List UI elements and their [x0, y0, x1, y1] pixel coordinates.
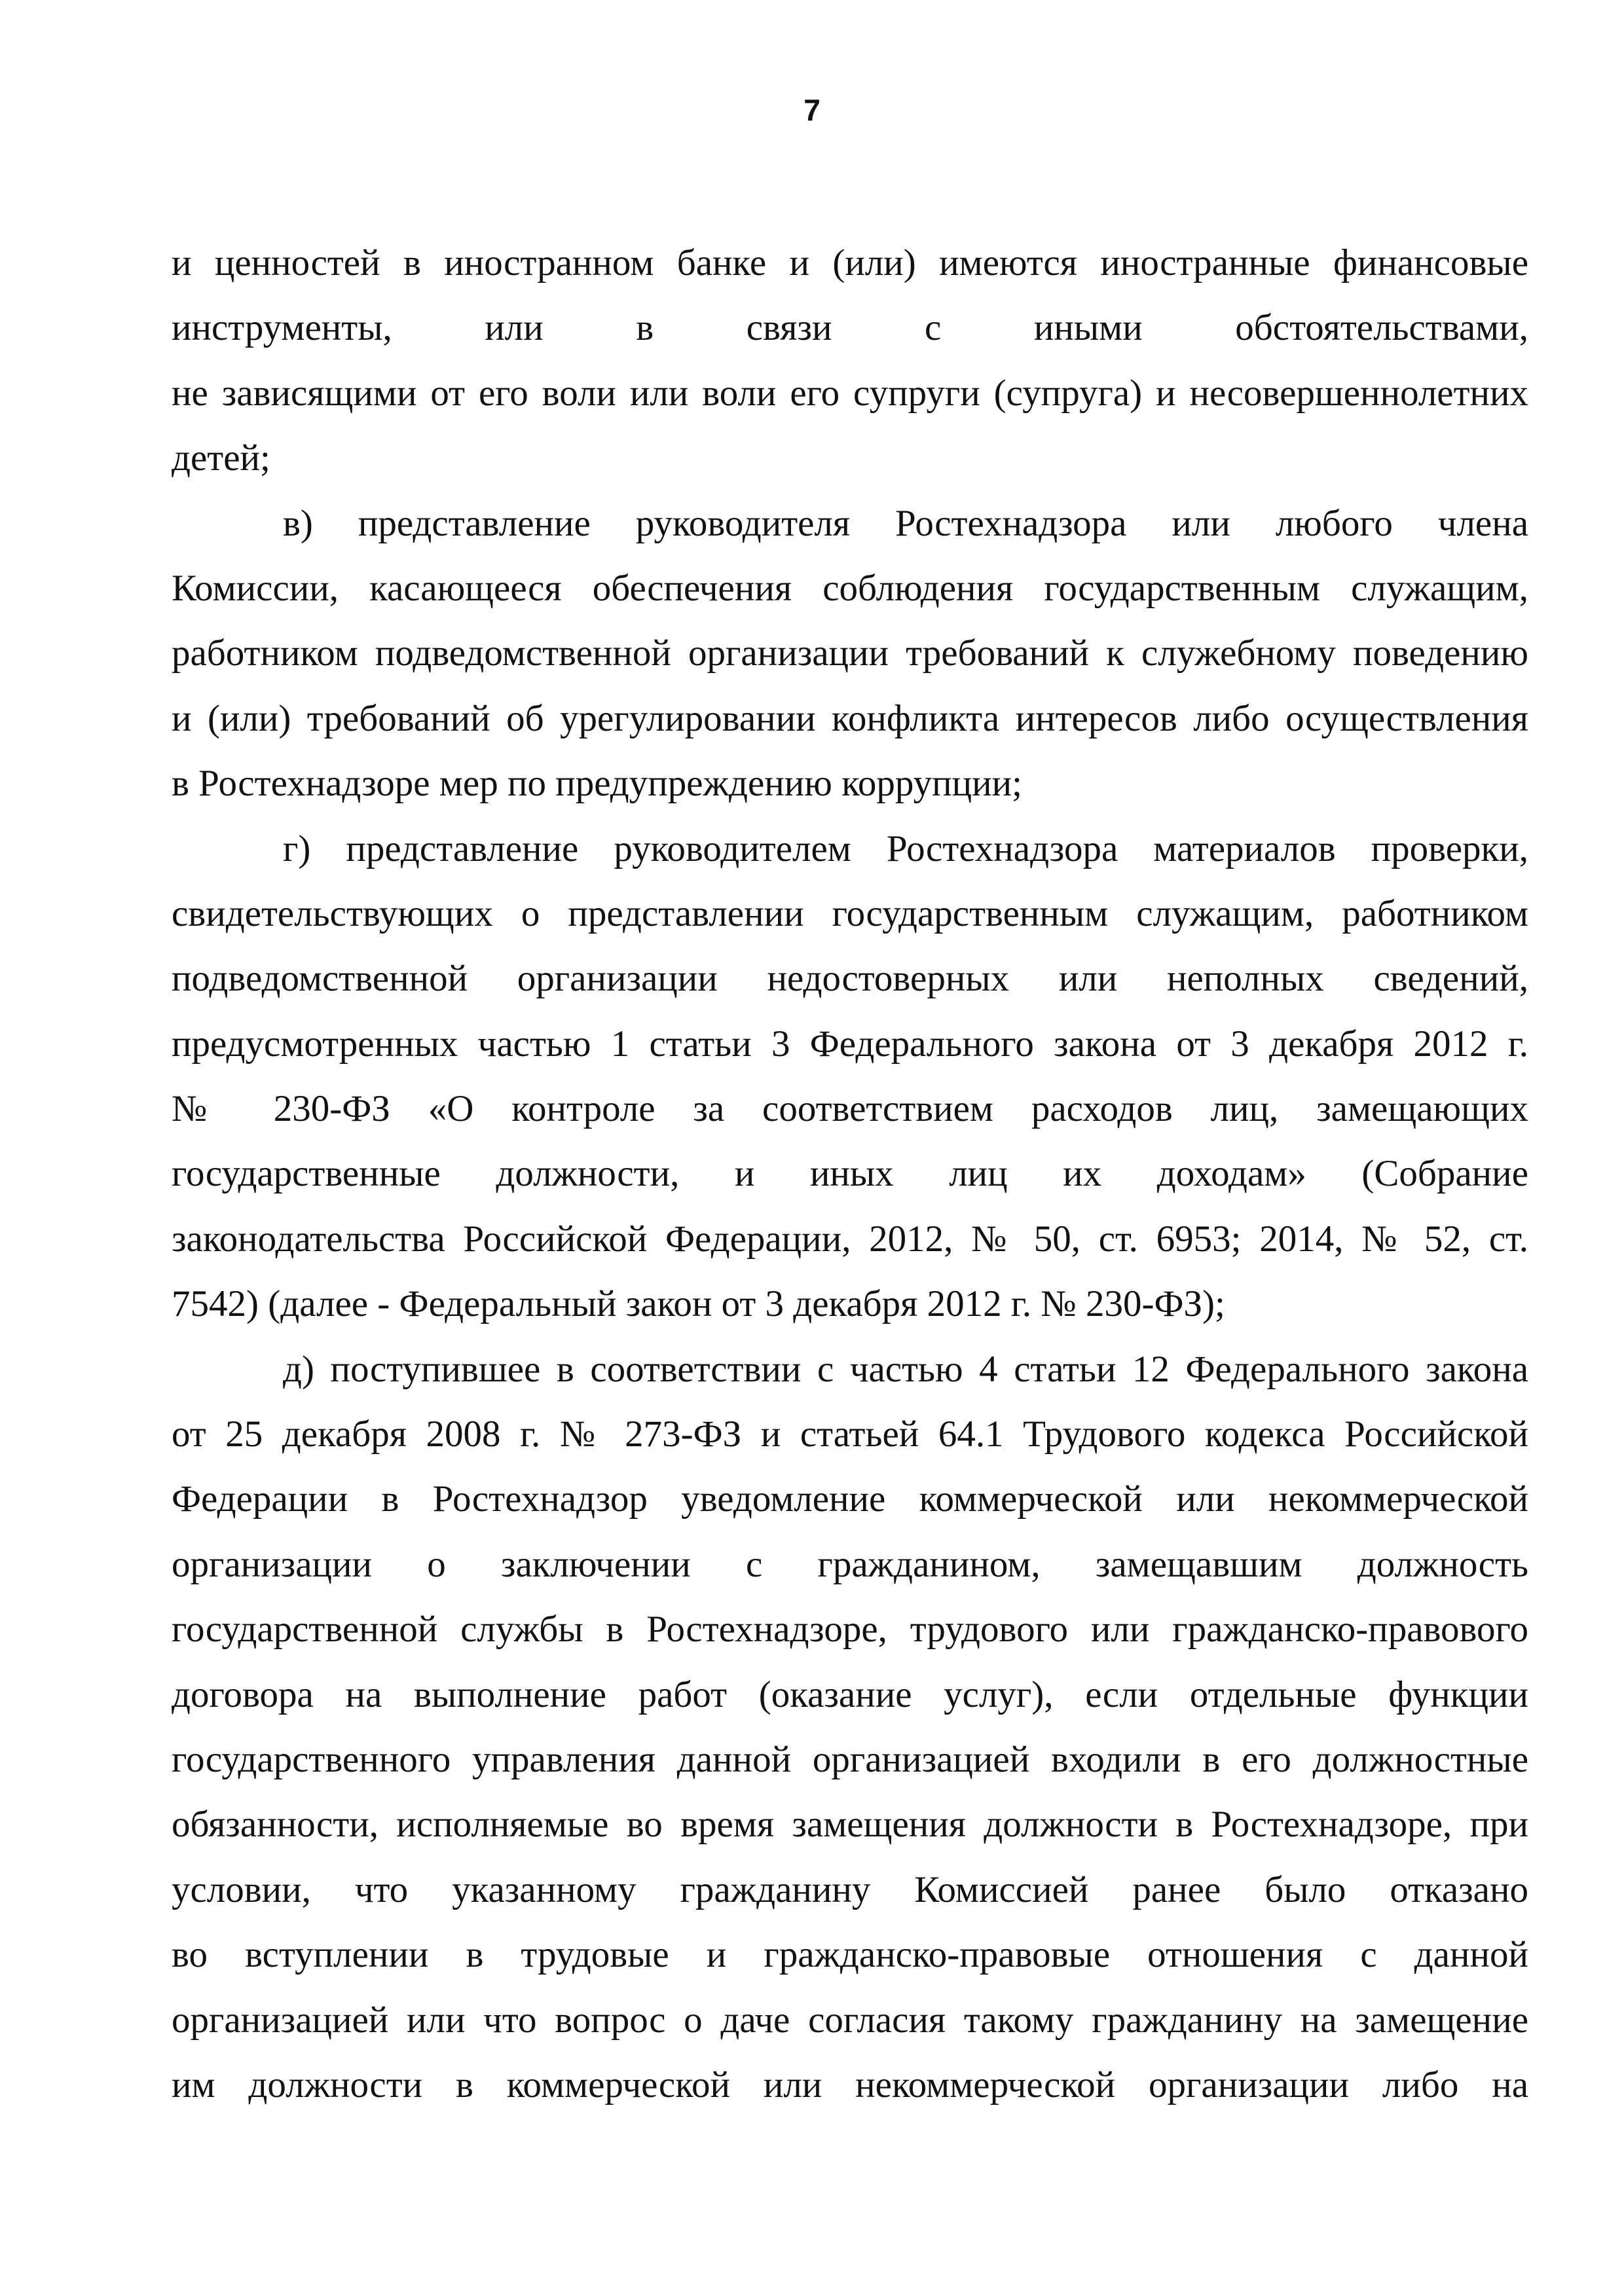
text-line: д) поступившее в соответствии с частью 4 статьи 12 Федерального закона: [283, 1348, 1528, 1390]
text-line: в) представление руководителя Ростехнадзора или любого члена: [283, 502, 1528, 544]
text-line: законодательства Российской Федерации, 2012, № 50, ст. 6953; 2014, № 52, ст.: [172, 1218, 1528, 1260]
text-line: подведомственной организации недостоверных или неполных сведений,: [172, 958, 1528, 1000]
text-line: организацией или что вопрос о даче согласия такому гражданину на замещение: [172, 1999, 1528, 2041]
text-line: № 230-ФЗ «О контроле за соответствием расходов лиц, замещающих: [172, 1088, 1528, 1130]
text-line: и ценностей в иностранном банке и (или) имеются иностранные финансовые: [172, 242, 1528, 283]
text-line: и (или) требований об урегулировании конфликта интересов либо осуществления: [172, 697, 1528, 739]
text-line: свидетельствующих о представлении государственным служащим, работником: [172, 892, 1528, 934]
text-line: во вступлении в трудовые и гражданско-правовые отношения с данной: [172, 1934, 1528, 1976]
text-line: условии, что указанному гражданину Комиссией ранее было отказано: [172, 1868, 1528, 1910]
text-line: Федерации в Ростехнадзор уведомление коммерческой или некоммерческой: [172, 1478, 1528, 1520]
text-line: в Ростехнадзоре мер по предупреждению коррупции;: [172, 763, 1023, 805]
text-line: государственной службы в Ростехнадзоре, трудового или гражданско-правового: [172, 1609, 1528, 1650]
page-number: 7: [803, 93, 821, 127]
text-line: г) представление руководителем Ростехнадзора материалов проверки,: [283, 828, 1528, 869]
document-body: [172, 230, 1528, 2117]
text-line: 7542) (далее - Федеральный закон от 3 декабря 2012 г. № 230-ФЗ);: [172, 1283, 1225, 1325]
text-line: обязанности, исполняемые во время замещения должности в Ростехнадзоре, при: [172, 1804, 1528, 1846]
text-line: государственного управления данной организацией входили в его должностные: [172, 1738, 1528, 1780]
text-line: предусмотренных частью 1 статьи 3 Федерального закона от 3 декабря 2012 г.: [172, 1023, 1528, 1065]
text-line: государственные должности, и иных лиц их доходам» (Собрание: [172, 1153, 1528, 1195]
text-line: работником подведомственной организации требований к служебному поведению: [172, 632, 1528, 674]
text-line: детей;: [172, 437, 270, 479]
text-line: от 25 декабря 2008 г. № 273-ФЗ и статьей 64.1 Трудового кодекса Российской: [172, 1413, 1528, 1455]
text-line: Комиссии, касающееся обеспечения соблюдения государственным служащим,: [172, 567, 1528, 609]
text-line: договора на выполнение работ (оказание услуг), если отдельные функции: [172, 1673, 1528, 1715]
text-line: инструменты, или в связи с иными обстоятельствами,: [172, 307, 1528, 349]
text-line: не зависящими от его воли или воли его супруги (супруга) и несовершеннолетних: [172, 372, 1528, 414]
text-line: организации о заключении с гражданином, замещавшим должность: [172, 1543, 1528, 1585]
text-line: им должности в коммерческой или некоммерческой организации либо на: [172, 2064, 1528, 2105]
